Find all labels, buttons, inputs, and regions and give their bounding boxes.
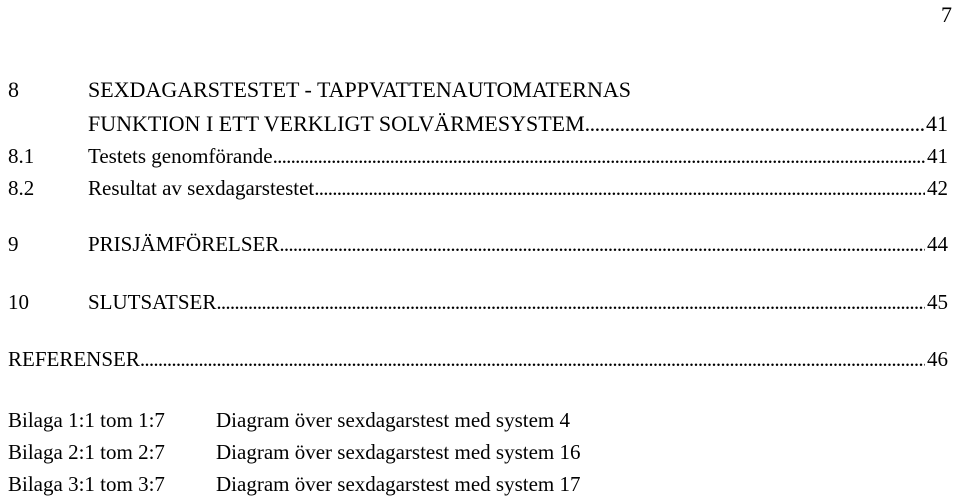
toc-title: REFERENSER (8, 347, 140, 371)
appendix-text: Diagram över sexdagarstest med system 17 (216, 472, 581, 496)
dot-leader (273, 144, 925, 168)
appendix-text: Diagram över sexdagarstest med system 4 (216, 408, 570, 432)
appendix-item-1[interactable] (8, 408, 570, 432)
appendix-label: Bilaga 3:1 tom 3:7 (8, 472, 165, 496)
toc-page: 41 (927, 144, 948, 168)
toc-title-line-2: FUNKTION I ETT VERKLIGT SOLVÄRMESYSTEM . . . 41 (88, 112, 948, 136)
toc-title: SLUTSATSER (88, 290, 217, 314)
toc-title: PRISJÄMFÖRELSER (88, 232, 280, 256)
appendix-text: Diagram över sexdagarstest med system 16 (216, 440, 581, 464)
toc-title: Resultat av sexdagarstestet (88, 176, 315, 200)
dot-leader (314, 176, 925, 200)
toc-page: 41 (926, 111, 948, 136)
dot-leader (216, 290, 925, 314)
toc-page: 45 (927, 290, 948, 314)
page-number: 7 (941, 2, 952, 27)
toc-number: 8.1 (8, 144, 35, 168)
toc-title-line-1: SEXDAGARSTESTET - TAPPVATTENAUTOMATERNAS (88, 77, 631, 102)
toc-page: 44 (927, 232, 948, 256)
toc-page: 46 (927, 347, 948, 371)
appendix-label: Bilaga 1:1 tom 1:7 (8, 408, 165, 432)
dot-leader (279, 232, 925, 256)
toc-page: 42 (927, 176, 948, 200)
appendix-label: Bilaga 2:1 tom 2:7 (8, 440, 165, 464)
toc-title: Testets genomförande (88, 144, 273, 168)
toc-number: 8 (8, 77, 19, 102)
appendix-item-2[interactable] (8, 440, 581, 464)
appendix-item-3[interactable] (8, 472, 581, 496)
toc-number: 10 (8, 290, 29, 314)
dot-leader (140, 347, 925, 371)
toc-number: 8.2 (8, 176, 35, 200)
toc-number: 9 (8, 232, 19, 256)
dot-leader (585, 112, 924, 136)
